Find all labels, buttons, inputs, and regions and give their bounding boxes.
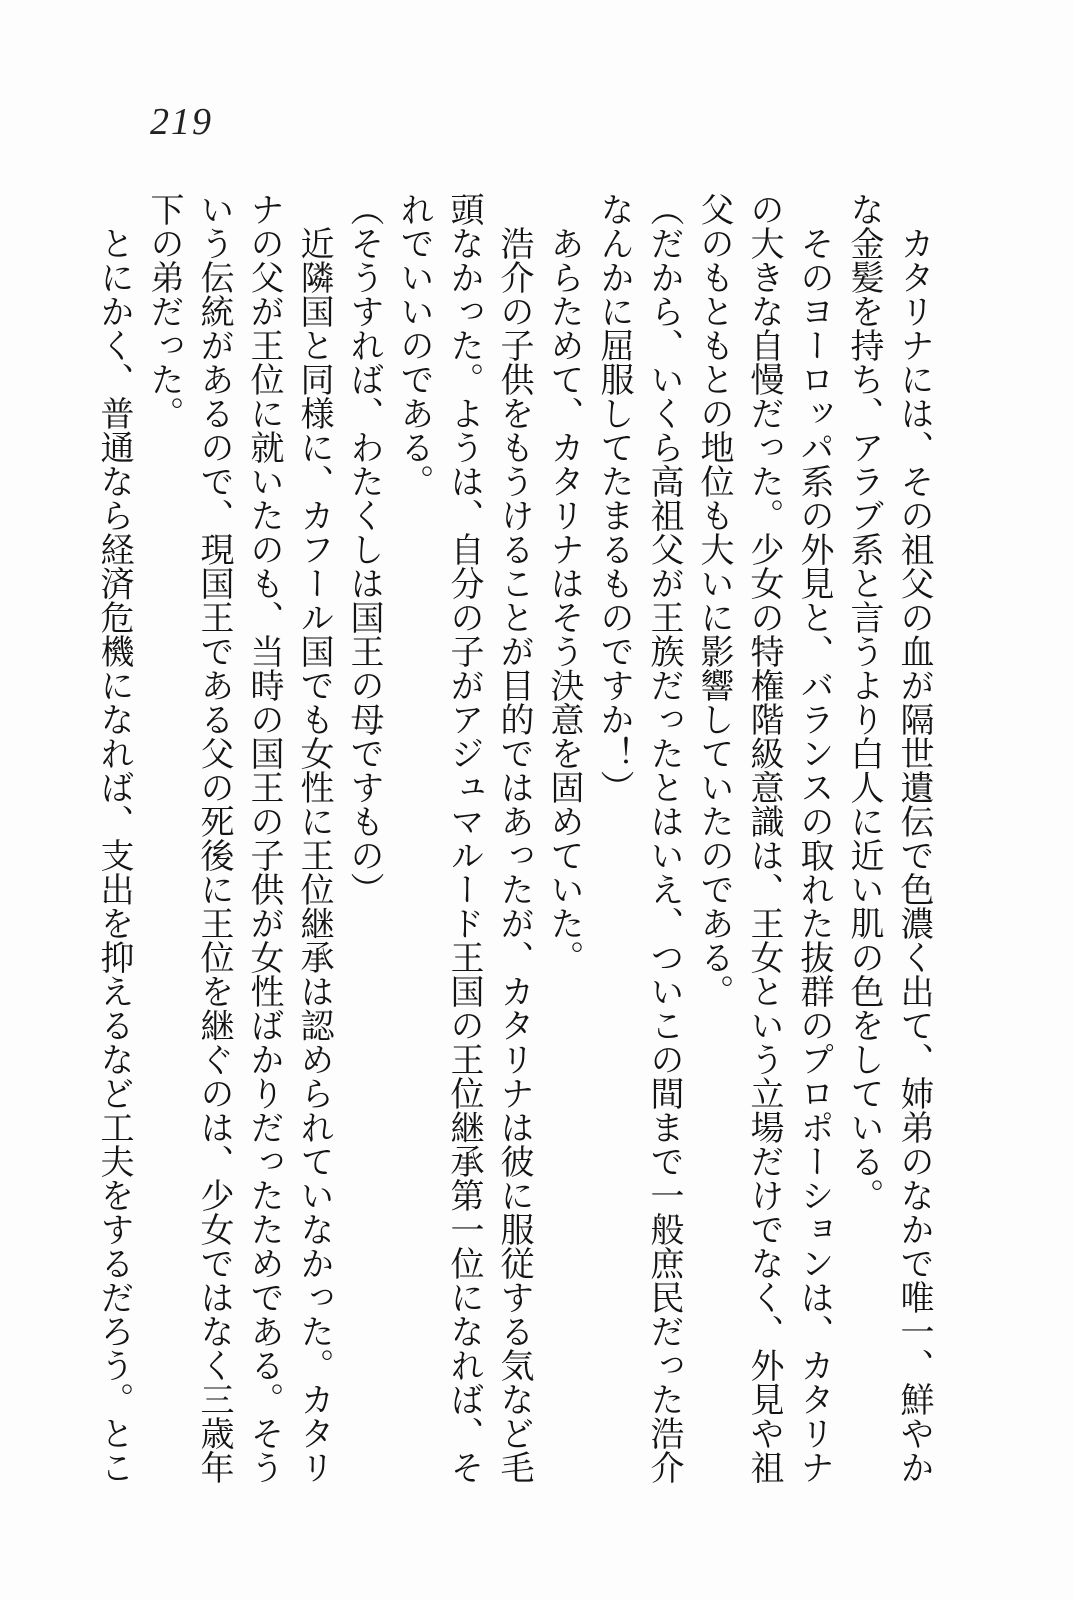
paragraph: とにかく、普通なら経済危機になれば、支出を抑えるなど工夫をするだろう。とこ	[95, 226, 132, 1484]
paragraph: 浩介の子供をもうけることが目的ではあったが、カタリナは彼に服従する気など毛頭なかった。ようは、自分の子がアジュマルード王国の王位継承第一位になれば、それでいいのである。	[395, 192, 532, 1484]
paragraph: （だから、いくら高祖父が王族だったとはいえ、ついこの間まで一般庶民だった浩介なんかに屈服してたまるものですか！）	[595, 192, 682, 1484]
paragraph: そのヨーロッパ系の外見と、バランスの取れた抜群のプロポーションは、カタリナの大きな自慢だった。少女の特権階級意識は、王女という立場だけでなく、外見や祖父のもともとの地位も大いに影響していたのである。	[695, 192, 832, 1484]
paragraph: （そうすれば、わたくしは国王の母ですもの）	[345, 192, 382, 906]
page-text	[88, 192, 938, 1502]
page-number: 219	[150, 101, 213, 143]
paragraph: カタリナには、その祖父の血が隔世遺伝で色濃く出て、姉弟のなかで唯一、鮮やかな金髪を持ち、アラブ系と言うより白人に近い肌の色をしている。	[845, 192, 932, 1484]
paragraph: 近隣国と同様に、カフール国でも女性に王位継承は認められていなかった。カタリナの父が王位に就いたのも、当時の国王の子供が女性ばかりだったためである。そういう伝統があるので、現国王である父の死後に王位を継ぐのは、少女ではなく三歳年下の弟だった。	[145, 192, 332, 1484]
paragraph: あらためて、カタリナはそう決意を固めていた。	[545, 226, 582, 974]
